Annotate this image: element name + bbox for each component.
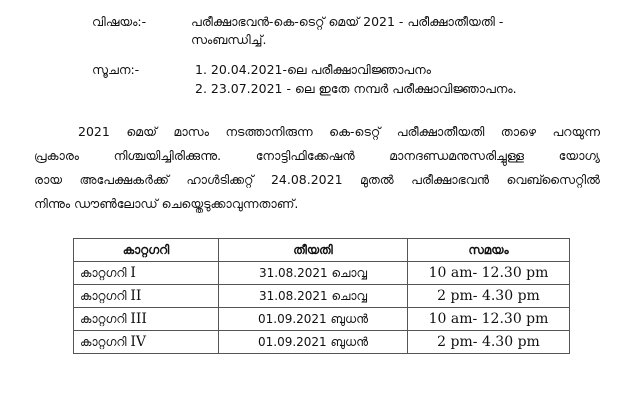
table-row (74, 285, 570, 308)
date-cell: 01.09.2021 ബുധൻ (219, 331, 408, 354)
reference-item-2: 2. 23.07.2021 - ലെ ഇതേ നമ്പർ പരീക്ഷാവിജ്ഞാപനം. (195, 81, 517, 96)
table-row (74, 331, 570, 354)
subject-line-2: സംബന്ധിച്ച്. (191, 32, 267, 47)
body-line-4: നിന്നും ഡൗൺലോഡ് ചെയ്തെടുക്കാവുന്നതാണ്. (34, 196, 299, 211)
category-cell (74, 285, 219, 308)
category-text: കാറ്റഗറി (80, 335, 127, 349)
body-line-3: രായ അപേക്ഷകർക്ക് ഹാൾടിക്കറ്റ് 24.08.2021 മുതൽ പരീക്ഷാഭവൻ വെബ്സൈറ്റിൽ (34, 172, 600, 187)
category-cell (74, 308, 219, 331)
category-roman: II (130, 288, 142, 304)
category-text: കാറ്റഗറി (80, 266, 127, 280)
time-cell: 2 pm- 4.30 pm (408, 331, 570, 354)
body-line-1: 2021 മെയ് മാസം നടത്താനിരുന്ന കെ-ടെറ്റ് പരീക്ഷാതീയതി താഴെ പറയുന്ന (78, 124, 600, 139)
body-line-2: പ്രകാരം നിശ്ചയിച്ചിരിക്കുന്നു. നോട്ടിഫിക്കേഷൻ മാനദണ്ഡമനുസരിച്ചുള്ള യോഗ്യ (34, 148, 600, 163)
time-cell: 2 pm- 4.30 pm (408, 285, 570, 308)
header-date: തീയതി (219, 239, 408, 262)
date-cell: 31.08.2021 ചൊവ്വ (219, 262, 408, 285)
subject-line-1: പരീക്ഷാഭവൻ-കെ-ടെറ്റ് മെയ് 2021 - പരീക്ഷാതീയതി - (191, 14, 504, 29)
header-category: കാറ്റഗറി (74, 239, 219, 262)
category-roman: III (130, 311, 147, 327)
time-cell: 10 am- 12.30 pm (408, 308, 570, 331)
category-cell (74, 331, 219, 354)
table-row (74, 308, 570, 331)
category-roman: IV (130, 334, 146, 350)
category-text: കാറ്റഗറി (80, 289, 127, 303)
subject-label: വിഷയം:- (92, 14, 147, 29)
date-cell: 31.08.2021 ചൊവ്വ (219, 285, 408, 308)
reference-item-1: 1. 20.04.2021-ലെ പരീക്ഷാവിജ്ഞാപനം (195, 62, 431, 77)
reference-label: സൂചന:- (92, 62, 140, 77)
category-text: കാറ്റഗറി (80, 312, 127, 326)
time-cell: 10 am- 12.30 pm (408, 262, 570, 285)
header-time: സമയം (408, 239, 570, 262)
category-cell (74, 262, 219, 285)
table-header-row (74, 239, 570, 262)
table-row (74, 262, 570, 285)
exam-schedule-table (73, 238, 570, 354)
category-roman: I (130, 265, 136, 281)
date-cell: 01.09.2021 ബുധൻ (219, 308, 408, 331)
